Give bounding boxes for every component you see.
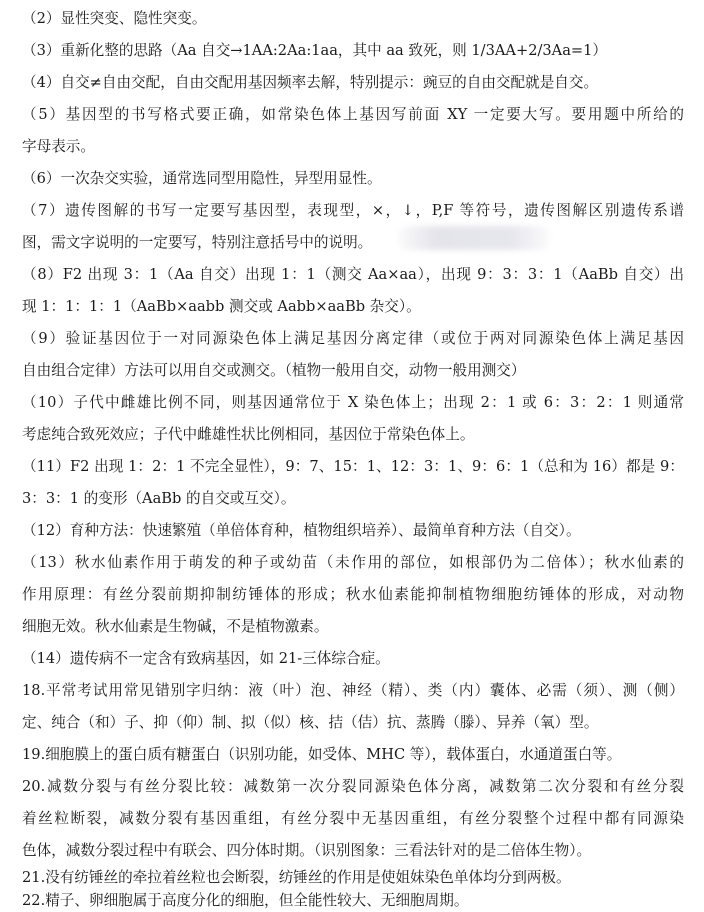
text-line-1: （2）显性突变、隐性突变。 xyxy=(22,10,207,27)
text-line-16: 3：3：1 的变形（AaBb 的自交或互交）。 xyxy=(22,490,296,507)
text-line-20: 细胞无效。秋水仙素是生物碱，不是植物激素。 xyxy=(22,618,329,635)
text-line-11: （9）验证基因位于一对同源染色体上满足基因分离定律（或位于两对同源染色体上满足基因 xyxy=(22,330,684,347)
text-line-10: 现 1：1：1：1（AaBb×aabb 测交或 Aabb×aaBb 杂交）。 xyxy=(22,298,421,315)
text-line-2: （3）重新化整的思路（Aa 自交→1AA:2Aa:1aa，其中 aa 致死，则 1/3AA+2/3Aa=1） xyxy=(22,42,608,59)
text-line-26: 着丝粒断裂，减数分裂有基因重组，有丝分裂中无基因重组，有丝分裂整个过程中都有同源染 xyxy=(22,810,684,827)
text-line-14: 考虑纯合致死效应；子代中雌雄性状比例相同，基因位于常染色体上。 xyxy=(22,426,475,443)
text-line-23: 定、纯合（和）子、抑（仰）制、拟（似）核、拮（佶）抗、蒸腾（滕）、异养（氧）型。 xyxy=(22,714,599,731)
text-line-12: 自由组合定律）方法可以用自交或测交。（植物一般用自交，动物一般用测交） xyxy=(22,362,526,379)
text-line-6: （6）一次杂交实验，通常选同型用隐性，异型用显性。 xyxy=(22,170,382,187)
text-line-8: 图，需文字说明的一定要写，特别注意括号中的说明。 xyxy=(22,234,373,251)
text-line-4: （5）基因型的书写格式要正确，如常染色体上基因写前面 XY 一定要大写。要用题中所给的 xyxy=(22,106,684,123)
text-line-13: （10）子代中雌雄比例不同，则基因通常位于 X 染色体上；出现 2：1 或 6：3：2：1 则通常 xyxy=(22,394,684,411)
text-line-25: 20.减数分裂与有丝分裂比较：减数第一次分裂同源染色体分离，减数第二次分裂和有丝分裂 xyxy=(22,778,684,795)
text-line-29: 22.精子、卵细胞属于高度分化的细胞，但全能性较大、无细胞周期。 xyxy=(22,892,469,909)
text-line-27: 色体，减数分裂过程中有联会、四分体时期。（识别图象：三看法针对的是二倍体生物）。 xyxy=(22,842,592,859)
text-line-24: 19.细胞膜上的蛋白质有糖蛋白（识别功能，如受体、MHC 等），载体蛋白，水通道蛋白等。 xyxy=(22,746,622,763)
text-line-18: （13）秋水仙素作用于萌发的种子或幼苗（未作用的部位，如根部仍为二倍体）；秋水仙素的 xyxy=(22,554,684,571)
blurred-watermark xyxy=(398,226,550,250)
text-line-17: （12）育种方法：快速繁殖（单倍体育种，植物组织培养）、最简单育种方法（自交）。 xyxy=(22,522,581,539)
text-line-5: 字母表示。 xyxy=(22,138,95,155)
text-line-7: （7）遗传图解的书写一定要写基因型，表现型，×，↓，P,F 等符号，遗传图解区别遗传系谱 xyxy=(22,202,684,219)
text-line-19: 作用原理：有丝分裂前期抑制纺锤体的形成；秋水仙素能抑制植物细胞纺锤体的形成，对动物 xyxy=(22,586,684,603)
text-line-22: 18.平常考试用常见错别字归纳：液（叶）泡、神经（精）、类（内）囊体、必需（须）、测（侧） xyxy=(22,682,684,699)
text-line-3: （4）自交≠自由交配，自由交配用基因频率去解，特别提示：豌豆的自由交配就是自交。 xyxy=(22,74,599,91)
text-line-28: 21.没有纺锤丝的牵拉着丝粒也会断裂，纺锤丝的作用是使姐妹染色单体均分到两极。 xyxy=(22,869,571,886)
text-line-9: （8）F2 出现 3：1（Aa 自交）出现 1：1（测交 Aa×aa），出现 9：3：3：1（AaBb 自交）出 xyxy=(22,266,684,283)
text-line-15: （11）F2 出现 1：2：1 不完全显性），9：7、15：1、12：3：1、9：6：1（总和为 16）都是 9： xyxy=(22,458,684,475)
text-line-21: （14）遗传病不一定含有致病基因，如 21-三体综合症。 xyxy=(22,650,390,667)
